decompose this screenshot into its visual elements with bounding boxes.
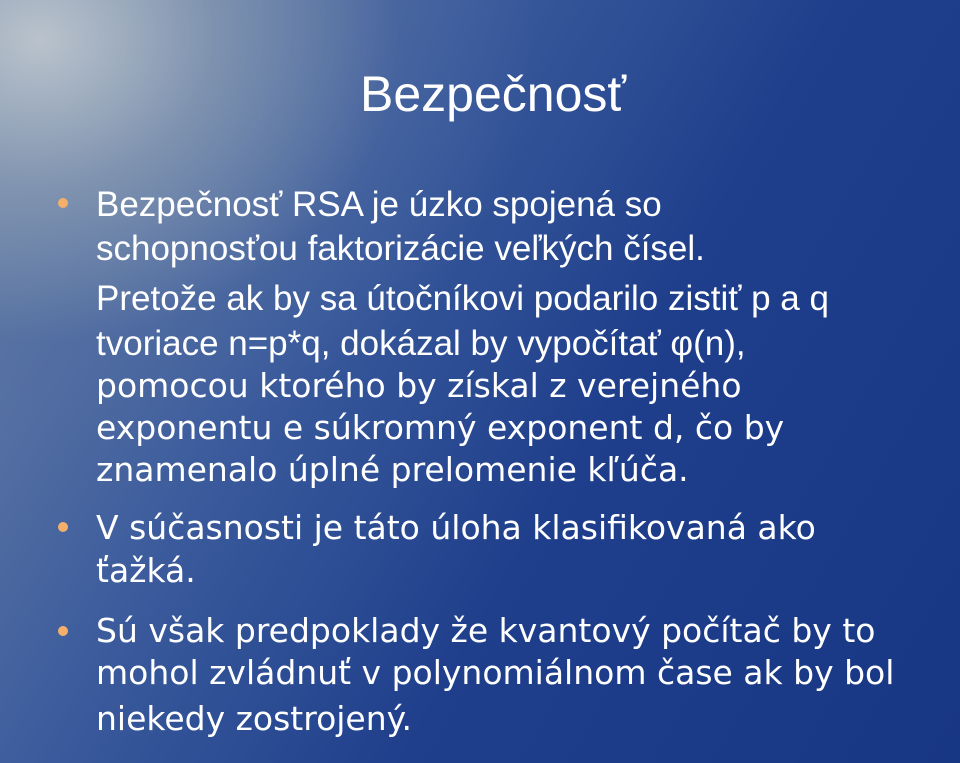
bullet-marker-1 [58,198,68,208]
bullet-dot-icon [58,626,68,636]
bullet-marker-3 [58,626,68,636]
bullet-2-line-2: ťažká. [96,551,196,590]
bullet-1-line-7: znamenalo úplné prelomenie kľúča. [96,450,689,489]
bullet-1-line-1: Bezpečnosť RSA je úzko spojená so [96,185,662,224]
bullet-1-line-3: Pretože ak by sa útočníkovi podarilo zistiť p a q [96,279,829,318]
bullet-3-line-3: niekedy zostrojený. [96,699,412,738]
bullet-dot-icon [58,522,68,532]
bullet-dot-icon [58,198,68,208]
bullet-1-line-6: exponentu e súkromný exponent d, čo by [96,408,785,447]
bullet-3-line-2: mohol zvládnuť v polynomiálnom čase ak by bol [96,653,895,692]
bullet-1-line-4: tvoriace n=p*q, dokázal by vypočítať φ(n), [96,324,746,363]
bullet-3-line-1: Sú však predpoklady že kvantový počítač by to [96,611,876,650]
bullet-1-line-5: pomocou ktorého by získal z verejného [96,366,742,405]
bullet-1-line-2: schopnosťou faktorizácie veľkých čísel. [96,229,705,268]
bullet-2-line-1: V súčasnosti je táto úloha klasifikovaná ako [96,508,816,547]
bullet-marker-2 [58,522,68,532]
slide-title: Bezpečnosť [360,66,627,122]
